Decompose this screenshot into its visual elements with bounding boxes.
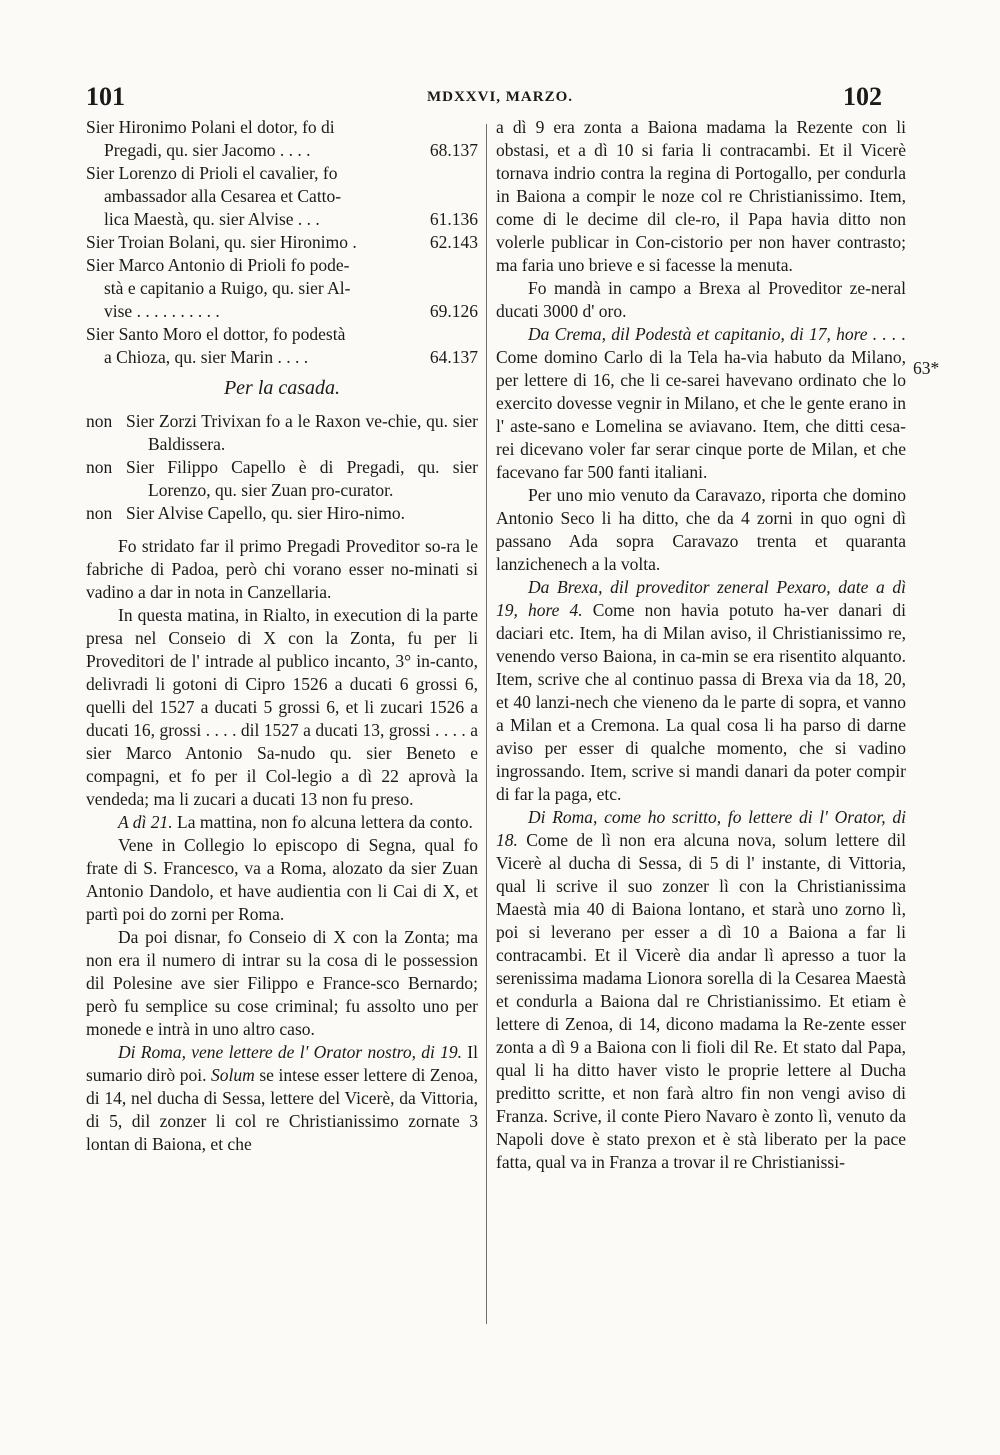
paragraph: Vene in Collegio lo episcopo di Segna, qual fo frate di S. Francesco, va a Roma, alozato da sier Zuan Antonio Dandolo, et have audientia con li Cai di X, et partì poi do zorni per Roma.: [86, 835, 478, 924]
vote-tag: non: [86, 457, 113, 477]
paragraph: Per uno mio venuto da Caravazo, riporta che domino Antonio Seco li ha ditto, che da 4 zorni in quo ogni dì passano Ada sopra Caravazo trenta et quaranta lanzichenech a la volta.: [496, 485, 906, 574]
vote-text: Sier Zorzi Trivixan fo a le Raxon ve-chie, qu. sier Baldissera.: [126, 411, 478, 454]
right-column: [496, 116, 906, 1174]
left-column: [86, 116, 478, 1156]
candidate-line: Pregadi, qu. sier Jacomo . . . .: [104, 140, 311, 160]
paragraph: Fo stridato far il primo Pregadi Proveditor so-ra le fabriche di Padoa, però chi vorano esser no-minati si vadino a dar in nota in Canzellaria.: [86, 536, 478, 602]
paragraph: Da poi disnar, fo Conseio di X con la Zonta; ma non era il numero di intrar su la cosa di le possession dil Polesine ave sier Filippo e France-sco Bernardo; però fu semplice su cose criminal; fu assolto uno per monede e intrà in uno altro caso.: [86, 927, 478, 1039]
vote-tag: non: [86, 411, 113, 431]
column-divider: [486, 124, 487, 1324]
paragraph: Fo mandà in campo a Brexa al Proveditor ze-neral ducati 3000 d' oro.: [496, 278, 906, 321]
paragraph: a dì 9 era zonta a Baiona madama la Rezente con li obstasi, et a dì 10 si faria li contracambi. Et il Vicerè tornava indrio contra la regina di Portogallo, per condurla in Baiona a compir le noze col re Christianissimo. Item, come di le decime dil cle-ro, il Papa havia ditto non volerle publicar in Con-cistorio per non haver contrasto; ma faria uno brieve e si facesse la menuta.: [496, 117, 906, 275]
paragraph: Da Brexa, dil proveditor zeneral Pexaro, date a dì 19, hore 4. Come non havia potuto ha-ver danari di daciari etc. Item, ha di Milan aviso, il Christianissimo re, venendo verso Baiona, in ca-min se era risentito alquanto. Item, scrive che al continuo passa di Brexa via da 18, 20, et 40 lanzi-nech che vieneno da le parte di sopra, et vanno a Milan et a Cremona. La qual cosa li ha parso di darne aviso per esser di qualche momento, che si vadino ingrossando. Item, scrive si mandi danari da poter compir di far la paga, etc.: [496, 577, 906, 804]
candidate-line: lica Maestà, qu. sier Alvise . . .: [104, 209, 320, 229]
left-page-number: 101: [86, 82, 125, 111]
section-heading: Per la casada.: [223, 377, 341, 399]
right-page-number: 102: [843, 82, 882, 111]
margin-note: 63*: [913, 358, 940, 378]
candidate-entry: Sier Lorenzo di Prioli el cavalier, fo ambassador alla Cesarea et Catto- lica Maestà, qu. sier Alvise . . . 61.136: [86, 163, 478, 229]
vote-text: Sier Alvise Capello, qu. sier Hiro-nimo.: [126, 503, 405, 523]
candidate-line: vise . . . . . . . . . .: [104, 301, 220, 321]
vote-tag: non: [86, 503, 113, 523]
candidate-line: a Chioza, qu. sier Marin . . . .: [104, 347, 309, 367]
vote-text: Sier Filippo Capello è di Pregadi, qu. sier Lorenzo, qu. sier Zuan pro-curator.: [126, 457, 478, 500]
running-title: MDXXVI, MARZO.: [426, 89, 574, 105]
candidate-entry: Sier Marco Antonio di Prioli fo pode- stà e capitanio a Ruigo, qu. sier Al- vise . . . . . . . . . . 69.126: [86, 255, 478, 321]
candidate-entry: Sier Troian Bolani, qu. sier Hironimo . 62.143: [86, 232, 478, 252]
paragraph: In questa matina, in Rialto, in execution di la parte presa nel Conseio di X con la Zonta, fu per li Proveditori de l' intrade al publico incanto, 3° in-canto, delivradi li gotoni di Cipro 1526 a ducati 6 grossi 6, quelli del 1527 a ducati 5 grossi 6, et li zucari 1526 a ducati 16, grossi . . . . dil 1527 a ducati 13, grossi . . . . a sier Marco Antonio Sa-nudo qu. sier Beneto e compagni, et fo per il Col-legio a dì 22 aprovà la vendeda; ma li zucari a ducati 13 non fu preso.: [86, 605, 478, 809]
candidate-entry: Sier Santo Moro el dottor, fo podestà a Chioza, qu. sier Marin . . . . 64.137: [86, 324, 478, 367]
vote-count: 62.143: [429, 232, 478, 252]
vote-entry: [86, 456, 478, 502]
paragraph: Da Crema, dil Podestà et capitanio, di 17, hore . . . . Come domino Carlo di la Tela ha-via habuto da Milano, per lettere di 16, che li ce-sarei havevano ordinato che lo exercito dovesse vegnir in Milano, et che le gente erano in l' aste-sano e Lomelina se aviavano. Item, che ditti cesa-rei dicevano voler far serar cinque porte de Milan, et che facevano far 500 fanti italiani.: [496, 324, 906, 482]
vote-entry: [86, 502, 478, 525]
page-header: [0, 82, 1000, 112]
vote-entry: [86, 410, 478, 456]
paragraph: A dì 21. La mattina, non fo alcuna lettera da conto.: [118, 812, 473, 832]
paragraph: Di Roma, vene lettere de l' Orator nostro, di 19. Il sumario dirò poi. Solum se intese esser lettere di Zenoa, di 14, nel ducha di Sessa, lettere del Vicerè, da Vittoria, di 5, dil zonzer li col re Christianissimo zornate 3 lontan di Baiona, et che: [86, 1042, 478, 1154]
vote-count: 64.137: [429, 347, 478, 367]
vote-count: 61.136: [429, 209, 478, 229]
candidate-entry: Sier Hironimo Polani el dotor, fo di Pregadi, qu. sier Jacomo . . . . 68.137: [86, 117, 478, 160]
vote-count: 69.126: [429, 301, 478, 321]
vote-count: 68.137: [429, 140, 478, 160]
paragraph: Di Roma, come ho scritto, fo lettere di l' Orator, di 18. Come de lì non era alcuna nova, solum lettere dil Vicerè al ducha di Sessa, di 5 di l' instante, di Vittoria, qual li scrive il suo zonzer lì con la Christianissima Maestà mia 40 di Baiona lontano, et starà uno zorno lì, poi si leverano per esser a dì 10 a Baiona a far li contracambi. Et il Vicerè dia andar lì apresso a tuor la serenissima madama Lionora sorella di la Cesarea Maestà et condurla a Baiona dal re Christianissimo. Et etiam è lettere di Zenoa, di 14, dicono madama la Re-zente esser zonta a dì 9 a Baiona con li fioli dil Re. Et stato dal Papa, qual li ha ditto haver visto le proprie lettere al Ducha preditto scritte, et non farà altro fin non vengi aviso di Franza. Scrive, il conte Piero Navaro è zonto lì, venuto da Napoli dove è stato prexon et è stà liberato per la pace fatta, qual va in Franza a trovar il re Christianissi-: [496, 807, 906, 1172]
